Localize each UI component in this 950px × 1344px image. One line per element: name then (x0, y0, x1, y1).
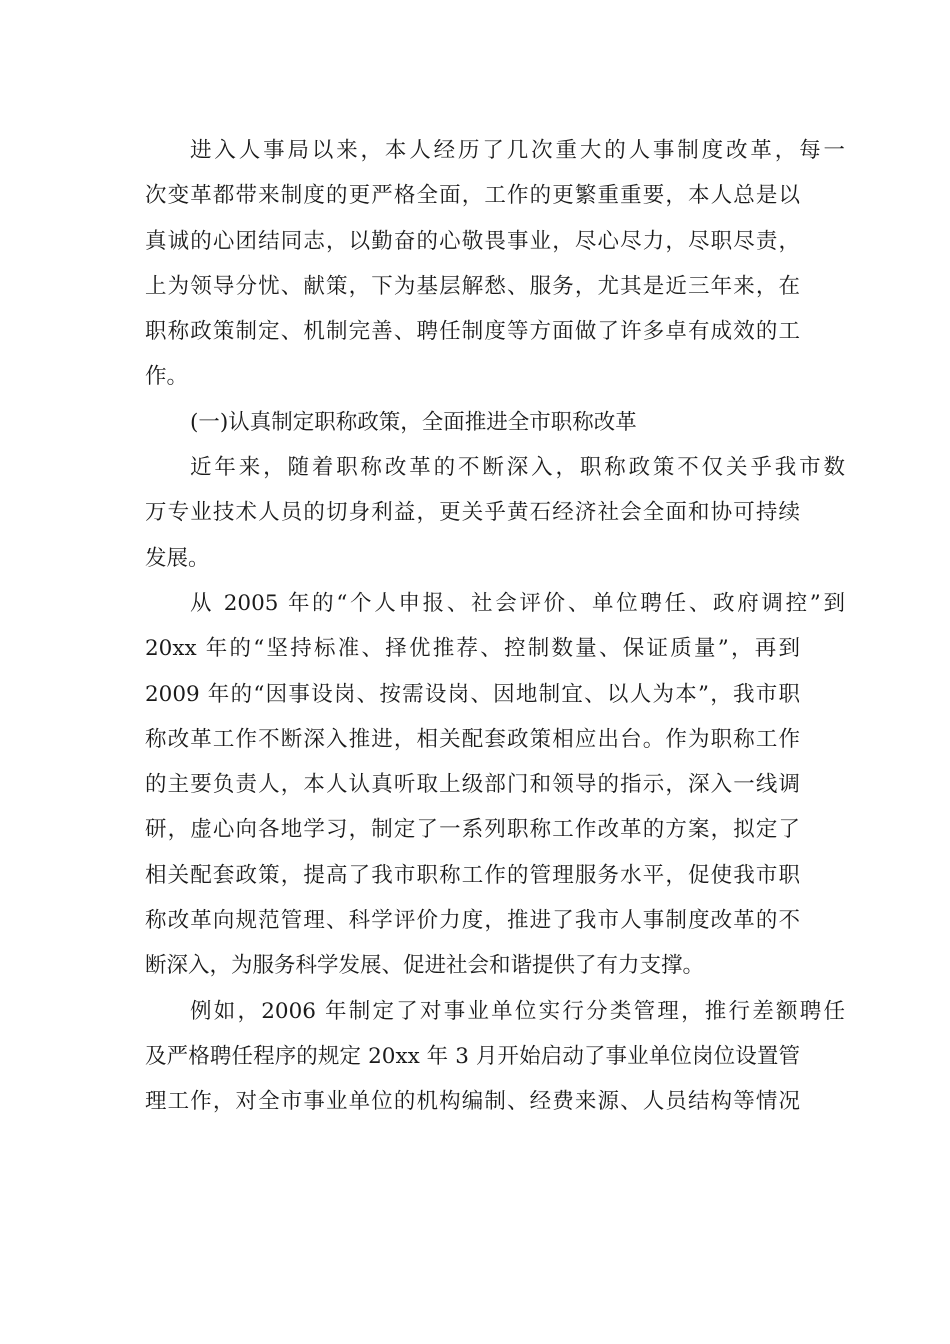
text-line: 发展。 (145, 545, 210, 571)
text-line: 作。 (145, 364, 189, 390)
text-line: 职称政策制定、机制完善、聘任制度等方面做了许多卓有成效的工 (145, 319, 800, 345)
text-line: 20xx 年的“坚持标准、择优推荐、控制数量、保证质量”，再到 (145, 636, 800, 662)
section-heading: (一)认真制定职称政策，全面推进全市职称改革 (190, 409, 637, 435)
text-line: 上为领导分忧、献策，下为基层解愁、服务，尤其是近三年来，在 (145, 273, 800, 299)
text-line: 理工作，对全市事业单位的机构编制、经费来源、人员结构等情况 (145, 1089, 800, 1115)
text-line: 称改革向规范管理、科学评价力度，推进了我市人事制度改革的不 (145, 908, 800, 934)
text-line: 例如，2006 年制定了对事业单位实行分类管理，推行差额聘任 (190, 998, 845, 1024)
text-line: 断深入，为服务科学发展、促进社会和谐提供了有力支撑。 (145, 953, 705, 979)
text-line: 次变革都带来制度的更严格全面，工作的更繁重重要，本人总是以 (145, 183, 800, 209)
document-body (145, 128, 845, 1125)
text-line: 及严格聘任程序的规定 20xx 年 3 月开始启动了事业单位岗位设置管 (145, 1043, 800, 1069)
text-line: 相关配套政策，提高了我市职称工作的管理服务水平，促使我市职 (145, 862, 800, 888)
text-line: 真诚的心团结同志，以勤奋的心敬畏事业，尽心尽力，尽职尽责， (145, 228, 800, 254)
text-line: 万专业技术人员的切身利益，更关乎黄石经济社会全面和协可持续 (145, 500, 800, 526)
text-line: 进入人事局以来，本人经历了几次重大的人事制度改革，每一 (190, 138, 845, 163)
text-line: 从 2005 年的“个人申报、社会评价、单位聘任、政府调控”到 (190, 590, 845, 616)
text-line: 的主要负责人，本人认真听取上级部门和领导的指示，深入一线调 (145, 772, 800, 798)
text-line: 近年来，随着职称改革的不断深入，职称政策不仅关乎我市数 (190, 455, 845, 481)
text-line: 称改革工作不断深入推进，相关配套政策相应出台。作为职称工作 (145, 726, 800, 752)
text-line: 研，虚心向各地学习，制定了一系列职称工作改革的方案，拟定了 (145, 817, 800, 843)
text-line: 2009 年的“因事设岗、按需设岗、因地制宜、以人为本”，我市职 (145, 681, 800, 707)
